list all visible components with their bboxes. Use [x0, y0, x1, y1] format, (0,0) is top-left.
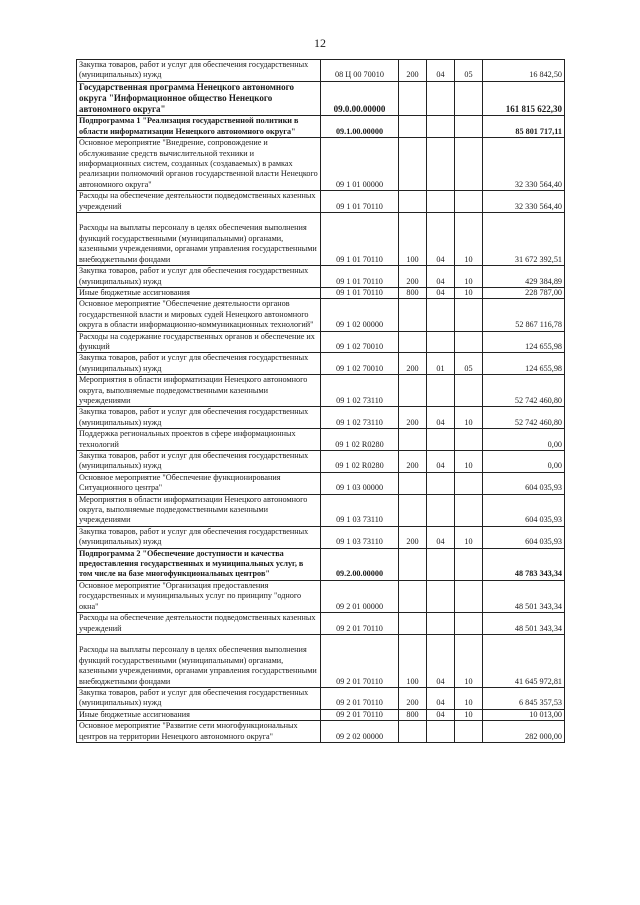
row-section-cell [427, 191, 455, 213]
table-row [77, 116, 565, 138]
table-row [77, 687, 565, 709]
table-row [77, 580, 565, 612]
row-sum-cell [483, 213, 565, 266]
row-code-text: 09 1 03 73110 [336, 537, 383, 547]
table-row [77, 429, 565, 451]
table-row [77, 60, 565, 82]
row-code-text: 09 2 01 70110 [336, 676, 383, 686]
row-section-cell [427, 472, 455, 494]
row-subsection-cell [455, 299, 483, 331]
row-subsection-cell [455, 429, 483, 451]
row-subsection-text: 05 [464, 70, 473, 80]
table-row [77, 213, 565, 266]
row-sum-text: 10 013,00 [529, 709, 562, 719]
table-row [77, 634, 565, 687]
row-section-cell [427, 116, 455, 138]
row-sum-text: 41 645 972,81 [514, 676, 562, 686]
row-sum-text: 48 783 343,34 [514, 569, 562, 579]
row-code-cell [321, 375, 399, 407]
row-subsection-cell [455, 353, 483, 375]
row-expense-type-text: 200 [406, 276, 419, 286]
row-code-text: 09 1 02 73110 [336, 395, 383, 405]
row-subsection-cell [455, 721, 483, 743]
row-code-cell [321, 634, 399, 687]
row-subsection-cell [455, 191, 483, 213]
row-code-text: 09 1 01 00000 [335, 179, 384, 189]
row-sum-text: 85 801 717,11 [515, 126, 562, 136]
row-name-text: Закупка товаров, работ и услуг для обеспечения государственных (муниципальных) нужд [79, 353, 309, 373]
row-section-text: 04 [436, 287, 445, 297]
row-expense-type-text: 100 [406, 676, 419, 686]
row-name-cell [77, 709, 321, 720]
row-subsection-cell [455, 634, 483, 687]
row-code-text: 09 1 02 70010 [335, 341, 384, 351]
row-code-cell [321, 60, 399, 82]
row-section-cell [427, 548, 455, 580]
row-sum-cell [483, 613, 565, 635]
table-row [77, 287, 565, 298]
row-section-cell [427, 213, 455, 266]
row-code-text: 09.1.00.00000 [335, 126, 384, 136]
row-code-cell [321, 138, 399, 191]
row-sum-text: 6 845 357,53 [519, 698, 562, 708]
row-sum-cell [483, 81, 565, 116]
row-subsection-cell [455, 407, 483, 429]
row-name-cell [77, 634, 321, 687]
row-name-text: Основное мероприятие "Внедрение, сопровождение и обслуживание средств вычислительной техники и информационных систем, созданных (создаваемых) в рамках реализации полномочий органов государственной власти Ненецкого автономного округа" [79, 138, 318, 189]
row-code-cell [321, 299, 399, 331]
row-sum-cell [483, 526, 565, 548]
row-section-cell [427, 299, 455, 331]
row-code-text: 09 1 02 00000 [335, 320, 384, 330]
row-code-cell [321, 407, 399, 429]
row-code-text: 09 2 02 00000 [335, 731, 384, 741]
row-expense-type-text: 200 [406, 698, 419, 708]
row-section-text: 04 [436, 537, 445, 547]
row-subsection-cell [455, 116, 483, 138]
row-sum-text: 32 330 564,40 [514, 201, 562, 211]
row-expense-type-cell [399, 634, 427, 687]
row-expense-type-cell [399, 451, 427, 473]
row-section-cell [427, 375, 455, 407]
row-section-text: 04 [436, 698, 445, 708]
row-name-text: Основное мероприятие "Обеспечение функционирования Ситуационного центра" [79, 472, 281, 493]
row-code-cell [321, 331, 399, 353]
row-sum-text: 604 035,93 [525, 483, 562, 493]
row-expense-type-cell [399, 687, 427, 709]
row-sum-cell [483, 429, 565, 451]
row-subsection-cell [455, 266, 483, 288]
row-subsection-cell [455, 375, 483, 407]
row-sum-cell [483, 548, 565, 580]
row-name-text: Закупка товаров, работ и услуг для обеспечения государственных (муниципальных) нужд [79, 687, 309, 708]
row-expense-type-text: 800 [406, 709, 419, 719]
row-sum-text: 124 655,98 [525, 363, 562, 373]
row-name-text: Иные бюджетные ассигнования [79, 709, 190, 719]
budget-table [76, 59, 565, 743]
row-sum-cell [483, 287, 565, 298]
row-name-cell [77, 375, 321, 407]
row-sum-cell [483, 709, 565, 720]
table-row [77, 526, 565, 548]
row-code-text: 09 2 01 70110 [336, 623, 383, 633]
table-row [77, 709, 565, 720]
row-name-cell [77, 429, 321, 451]
row-name-text: Расходы на выплаты персоналу в целях обеспечения выполнения функций государственными (муниципальными) органами, казенными учреждениями, органами управления государственными внебюджетными фондами [79, 223, 317, 264]
row-expense-type-cell [399, 548, 427, 580]
budget-table-body [77, 60, 565, 743]
row-expense-type-cell [399, 60, 427, 82]
row-name-text: Государственная программа Ненецкого автономного округа "Информационное общество Ненецкого автономного округа" [79, 81, 294, 115]
row-section-cell [427, 634, 455, 687]
row-code-cell [321, 709, 399, 720]
row-sum-text: 282 000,00 [525, 731, 562, 741]
row-code-text: 09 2 01 00000 [335, 601, 384, 611]
row-code-text: 09 1 03 73110 [336, 515, 383, 525]
row-expense-type-cell [399, 375, 427, 407]
row-expense-type-text: 200 [406, 461, 419, 471]
row-subsection-text: 10 [464, 287, 473, 297]
row-expense-type-cell [399, 116, 427, 138]
row-expense-type-cell [399, 613, 427, 635]
row-name-text: Поддержка региональных проектов в сфере информационных технологий [79, 429, 296, 449]
row-name-cell [77, 299, 321, 331]
row-expense-type-cell [399, 81, 427, 116]
row-name-text: Расходы на содержание государственных органов и обеспечение их функций [79, 331, 315, 351]
row-section-text: 04 [436, 709, 445, 719]
row-expense-type-text: 200 [406, 70, 419, 80]
row-name-text: Закупка товаров, работ и услуг для обеспечения государственных (муниципальных) нужд [79, 526, 309, 547]
row-section-cell [427, 687, 455, 709]
row-section-cell [427, 526, 455, 548]
row-sum-cell [483, 191, 565, 213]
row-name-text: Закупка товаров, работ и услуг для обеспечения государственных (муниципальных) нужд [79, 266, 309, 286]
row-expense-type-cell [399, 331, 427, 353]
row-name-cell [77, 287, 321, 298]
row-code-cell [321, 353, 399, 375]
row-name-cell [77, 526, 321, 548]
row-name-cell [77, 266, 321, 288]
row-name-text: Мероприятия в области информатизации Ненецкого автономного округа, выполняемые подведомственными казенными учреждениями [79, 375, 308, 405]
row-sum-text: 604 035,93 [525, 515, 562, 525]
row-sum-cell [483, 60, 565, 82]
row-subsection-cell [455, 60, 483, 82]
row-code-text: 09 1 01 70110 [336, 276, 383, 286]
row-sum-cell [483, 472, 565, 494]
row-name-text: Расходы на выплаты персоналу в целях обеспечения выполнения функций государственными (муниципальными) органами, казенными учреждениями, органами управления государственными внебюджетными фондами [79, 645, 317, 686]
table-row [77, 375, 565, 407]
row-subsection-text: 10 [464, 461, 473, 471]
row-sum-cell [483, 407, 565, 429]
row-code-text: 09 1 01 70110 [336, 254, 383, 264]
row-code-text: 09 2 01 70110 [336, 709, 383, 719]
row-subsection-cell [455, 613, 483, 635]
row-name-cell [77, 116, 321, 138]
row-expense-type-cell [399, 472, 427, 494]
row-sum-text: 161 815 622,30 [505, 104, 562, 115]
row-sum-text: 32 330 564,40 [514, 179, 562, 189]
row-code-cell [321, 213, 399, 266]
row-sum-text: 124 655,98 [525, 341, 562, 351]
row-code-cell [321, 687, 399, 709]
row-subsection-cell [455, 580, 483, 612]
row-code-text: 09.0.00.00000 [333, 104, 386, 115]
row-sum-cell [483, 451, 565, 473]
row-expense-type-cell [399, 138, 427, 191]
row-section-text: 04 [436, 276, 445, 286]
row-sum-cell [483, 721, 565, 743]
row-name-cell [77, 60, 321, 82]
row-code-text: 09 1 01 70110 [336, 287, 383, 297]
table-row [77, 548, 565, 580]
row-name-cell [77, 687, 321, 709]
row-expense-type-text: 100 [406, 254, 419, 264]
row-expense-type-cell [399, 494, 427, 526]
row-code-cell [321, 494, 399, 526]
row-expense-type-cell [399, 580, 427, 612]
row-name-text: Мероприятия в области информатизации Ненецкого автономного округа, выполняемые подведомственными казенными учреждениями [79, 494, 308, 525]
row-name-text: Основное мероприятие "Организация предоставления государственных и муниципальных услуг по принципу "одного окна" [79, 580, 302, 611]
row-subsection-text: 10 [464, 417, 473, 427]
row-sum-cell [483, 494, 565, 526]
row-code-text: 09 1 02 R0280 [335, 461, 384, 471]
row-section-cell [427, 429, 455, 451]
row-name-cell [77, 613, 321, 635]
table-row [77, 266, 565, 288]
row-expense-type-cell [399, 299, 427, 331]
row-subsection-cell [455, 709, 483, 720]
row-sum-cell [483, 331, 565, 353]
row-code-cell [321, 287, 399, 298]
row-sum-text: 31 672 392,51 [514, 254, 562, 264]
row-name-cell [77, 213, 321, 266]
table-row [77, 494, 565, 526]
row-sum-text: 52 867 116,78 [515, 320, 562, 330]
row-name-text: Закупка товаров, работ и услуг для обеспечения государственных (муниципальных) нужд [79, 60, 309, 80]
row-code-text: 09 1 02 73110 [336, 417, 383, 427]
row-expense-type-cell [399, 353, 427, 375]
row-code-cell [321, 548, 399, 580]
row-name-text: Подпрограмма 1 "Реализация государственной политики в области информатизации Ненецкого автономного округа" [79, 116, 299, 136]
row-section-cell [427, 451, 455, 473]
row-sum-text: 0,00 [547, 439, 562, 449]
row-name-text: Закупка товаров, работ и услуг для обеспечения государственных (муниципальных) нужд [79, 451, 309, 471]
row-name-text: Закупка товаров, работ и услуг для обеспечения государственных (муниципальных) нужд [79, 407, 309, 427]
row-code-cell [321, 81, 399, 116]
row-code-text: 09 1 02 R0280 [335, 439, 384, 449]
page-number: 12 [314, 36, 326, 50]
row-subsection-cell [455, 213, 483, 266]
table-row [77, 451, 565, 473]
row-name-cell [77, 548, 321, 580]
row-name-text: Подпрограмма 2 "Обеспечение доступности и качества предоставления государственных и муниципальных услуг, в том числе на базе многофункциональных центров" [79, 548, 304, 579]
row-subsection-text: 10 [464, 276, 473, 286]
row-section-cell [427, 266, 455, 288]
row-code-cell [321, 721, 399, 743]
row-section-text: 04 [436, 676, 445, 686]
table-row [77, 721, 565, 743]
row-section-cell [427, 494, 455, 526]
row-section-cell [427, 721, 455, 743]
row-name-text: Основное мероприятие "Развитие сети многофункциональных центров на территории Ненецкого автономного округа" [79, 721, 298, 741]
row-section-cell [427, 138, 455, 191]
row-subsection-cell [455, 287, 483, 298]
row-section-cell [427, 81, 455, 116]
row-code-text: 09 1 01 70110 [336, 201, 383, 211]
row-name-cell [77, 472, 321, 494]
row-code-text: 09 1 03 00000 [335, 483, 384, 493]
row-sum-text: 429 384,89 [525, 276, 562, 286]
row-subsection-text: 10 [464, 254, 473, 264]
row-subsection-cell [455, 526, 483, 548]
table-row [77, 138, 565, 191]
row-code-text: 09 2 01 70110 [336, 698, 383, 708]
row-name-cell [77, 353, 321, 375]
row-code-cell [321, 526, 399, 548]
row-expense-type-cell [399, 213, 427, 266]
row-code-cell [321, 191, 399, 213]
row-name-text: Расходы на обеспечение деятельности подведомственных казенных учреждений [79, 191, 316, 211]
row-sum-cell [483, 299, 565, 331]
row-expense-type-cell [399, 287, 427, 298]
row-subsection-text: 10 [464, 537, 473, 547]
row-sum-cell [483, 580, 565, 612]
row-section-cell [427, 353, 455, 375]
row-subsection-text: 10 [464, 709, 473, 719]
table-row [77, 331, 565, 353]
row-sum-text: 16 842,50 [529, 70, 562, 80]
row-sum-text: 52 742 460,80 [514, 417, 562, 427]
row-section-cell [427, 407, 455, 429]
row-name-cell [77, 451, 321, 473]
row-sum-text: 52 742 460,80 [514, 395, 562, 405]
row-name-cell [77, 407, 321, 429]
row-sum-cell [483, 116, 565, 138]
row-code-cell [321, 429, 399, 451]
row-section-cell [427, 613, 455, 635]
row-sum-text: 48 501 343,34 [514, 601, 562, 611]
row-expense-type-cell [399, 266, 427, 288]
table-row [77, 407, 565, 429]
row-name-cell [77, 191, 321, 213]
row-sum-cell [483, 266, 565, 288]
row-sum-cell [483, 375, 565, 407]
row-name-cell [77, 494, 321, 526]
row-subsection-cell [455, 472, 483, 494]
row-section-text: 01 [436, 363, 445, 373]
row-subsection-text: 10 [464, 676, 473, 686]
row-expense-type-cell [399, 407, 427, 429]
table-row [77, 353, 565, 375]
row-subsection-cell [455, 687, 483, 709]
row-section-cell [427, 580, 455, 612]
row-subsection-cell [455, 138, 483, 191]
row-name-text: Основное мероприятие "Обеспечение деятельности органов государственной власти и мировых судей Ненецкого автономного округа в области информационно-коммуникационных технологий" [79, 299, 314, 330]
row-code-text: 08 Ц 00 70010 [335, 70, 384, 80]
table-row [77, 299, 565, 331]
row-section-cell [427, 331, 455, 353]
row-section-cell [427, 60, 455, 82]
row-sum-cell [483, 634, 565, 687]
row-subsection-cell [455, 494, 483, 526]
table-row [77, 472, 565, 494]
row-expense-type-text: 200 [406, 417, 419, 427]
row-sum-cell [483, 687, 565, 709]
row-subsection-cell [455, 331, 483, 353]
row-section-text: 04 [436, 461, 445, 471]
row-name-cell [77, 721, 321, 743]
row-name-text: Иные бюджетные ассигнования [79, 287, 190, 297]
table-row [77, 191, 565, 213]
row-name-text: Расходы на обеспечение деятельности подведомственных казенных учреждений [79, 613, 316, 633]
row-subsection-text: 10 [464, 698, 473, 708]
row-code-cell [321, 116, 399, 138]
row-code-text: 09.2.00.00000 [335, 569, 384, 579]
row-section-cell [427, 709, 455, 720]
row-subsection-text: 05 [464, 363, 473, 373]
row-code-cell [321, 472, 399, 494]
row-subsection-cell [455, 81, 483, 116]
row-section-text: 04 [436, 417, 445, 427]
row-sum-text: 48 501 343,34 [514, 623, 562, 633]
table-row [77, 81, 565, 116]
row-sum-text: 0,00 [547, 461, 562, 471]
row-code-text: 09 1 02 70010 [335, 363, 384, 373]
row-section-cell [427, 287, 455, 298]
row-name-cell [77, 331, 321, 353]
row-code-cell [321, 266, 399, 288]
row-sum-text: 228 787,00 [525, 287, 562, 297]
row-name-cell [77, 580, 321, 612]
row-subsection-cell [455, 548, 483, 580]
row-expense-type-text: 200 [406, 537, 419, 547]
row-expense-type-cell [399, 191, 427, 213]
table-row [77, 613, 565, 635]
row-expense-type-cell [399, 709, 427, 720]
row-expense-type-text: 800 [406, 287, 419, 297]
row-section-text: 04 [436, 70, 445, 80]
row-code-cell [321, 451, 399, 473]
row-subsection-cell [455, 451, 483, 473]
row-sum-text: 604 035,93 [525, 537, 562, 547]
row-expense-type-cell [399, 721, 427, 743]
row-sum-cell [483, 353, 565, 375]
row-name-cell [77, 81, 321, 116]
row-code-cell [321, 613, 399, 635]
row-expense-type-cell [399, 526, 427, 548]
row-name-cell [77, 138, 321, 191]
row-section-text: 04 [436, 254, 445, 264]
row-expense-type-text: 200 [406, 363, 419, 373]
row-sum-cell [483, 138, 565, 191]
row-expense-type-cell [399, 429, 427, 451]
row-code-cell [321, 580, 399, 612]
